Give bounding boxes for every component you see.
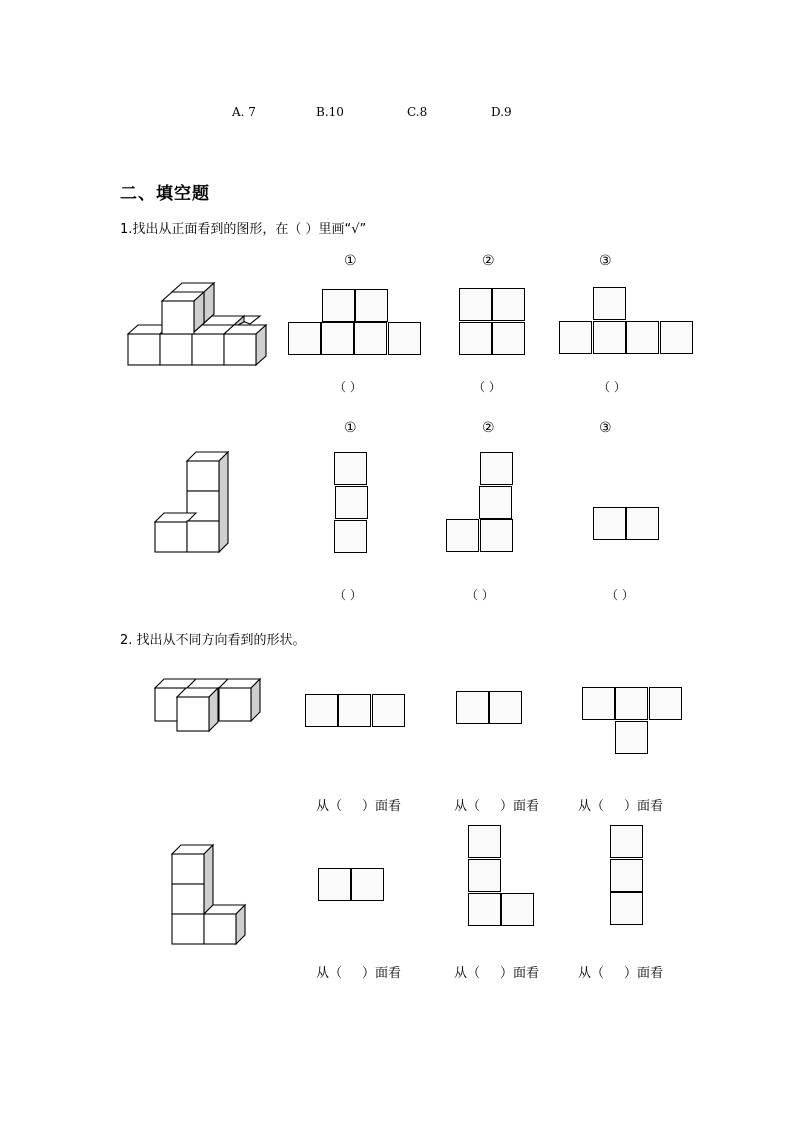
q1-row1-blank-3[interactable]: （ ） bbox=[598, 380, 626, 394]
q1-row2-blank-3[interactable]: （ ） bbox=[606, 588, 634, 602]
q1-row1-blank-2[interactable]: （ ） bbox=[473, 380, 501, 394]
option-a: A. 7 bbox=[232, 105, 256, 119]
option-c: C.8 bbox=[407, 105, 428, 119]
q1-row2-cube-stack bbox=[150, 446, 240, 556]
question-2-prompt: 2. 找出从不同方向看到的形状。 bbox=[120, 633, 306, 648]
q1-row1-cube-stack bbox=[120, 278, 280, 373]
q2-row1-cube-stack bbox=[150, 676, 265, 736]
q1-row2-label-3: ③ bbox=[599, 420, 612, 436]
q1-row1-label-2: ② bbox=[482, 253, 495, 269]
question-1-prompt: 1.找出从正面看到的图形，在（ ）里画“√” bbox=[120, 222, 367, 237]
q1-row2-label-2: ② bbox=[482, 420, 495, 436]
q2-row2-cube-stack bbox=[168, 842, 253, 950]
q1-row1-label-1: ① bbox=[344, 253, 357, 269]
q1-row2-blank-2[interactable]: （ ） bbox=[466, 588, 494, 602]
q2-row1-direction-1[interactable]: 从（ ）面看 bbox=[316, 799, 402, 814]
q2-row2-direction-1[interactable]: 从（ ）面看 bbox=[316, 966, 402, 981]
q2-row1-direction-2[interactable]: 从（ ）面看 bbox=[454, 799, 540, 814]
option-d: D.9 bbox=[491, 105, 512, 119]
q2-row2-direction-2[interactable]: 从（ ）面看 bbox=[454, 966, 540, 981]
q1-row1-label-3: ③ bbox=[599, 253, 612, 269]
q2-row1-direction-3[interactable]: 从（ ）面看 bbox=[578, 799, 664, 814]
q1-row2-label-1: ① bbox=[344, 420, 357, 436]
q1-row1-blank-1[interactable]: （ ） bbox=[334, 380, 362, 394]
q1-row2-blank-1[interactable]: （ ） bbox=[334, 588, 362, 602]
q2-row2-direction-3[interactable]: 从（ ）面看 bbox=[578, 966, 664, 981]
section-title: 二、填空题 bbox=[120, 184, 210, 204]
option-b: B.10 bbox=[316, 105, 344, 119]
